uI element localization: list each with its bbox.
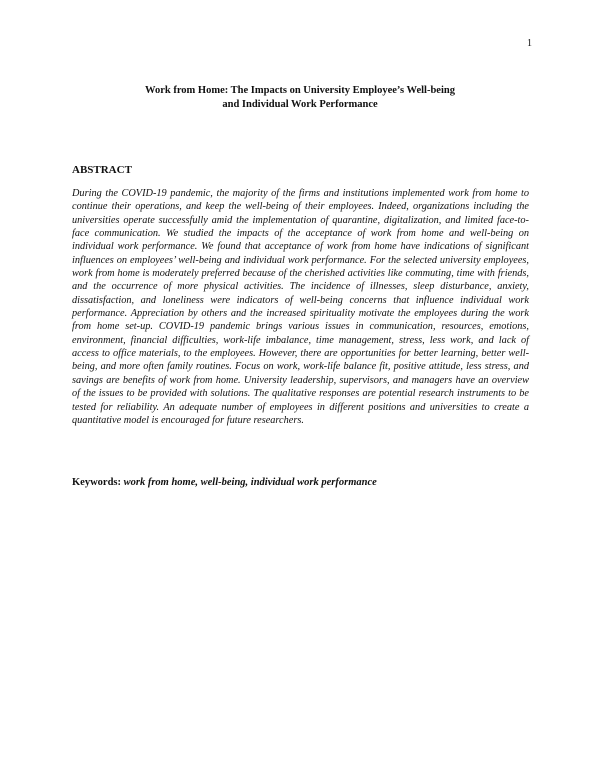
abstract-body: During the COVID-19 pandemic, the majority of the firms and institutions implemented work from home to continue their operations, and keep the well-being of their employees. Indeed, organizations including the universities operate successfully amid the implementation of quarantine, digitalization, and limited face-to-face communication. We studied the impacts of the acceptance of work from home and well-being on individual work performance. We found that acceptance of work from home have indications of significant influences on employees’ well-being and individual work performance. For the selected university employees, work from home is moderately preferred because of the cherished activities like commuting, time with friends, and the occurrence of more physical activities. The incidence of illnesses, sleep disturbance, anxiety, dissatisfaction, and loneliness were indicators of well-being concerns that influence individual work performance. Appreciation by others and the increased spirituality motivate the employees during the work from home set-up. COVID-19 pandemic brings various issues in communication, resources, emotions, environment, financial difficulties, work-life imbalance, time management, stress, less work, and lack of access to office materials, to the employees. However, there are opportunities for better learning, better well-being, and more often family routines. Focus on work, work-life balance fit, positive attitude, less stress, and savings are benefits of work from home. University leadership, supervisors, and managers have an overview of the issues to be provided with solutions. The qualitative responses are potential research instruments to be tested for reliability. An adequate number of employees in different positions and universities to create a quantitative model is encouraged for future researchers. [72,188,529,426]
page-number: 1 [527,38,532,49]
paper-title-line-2: and Individual Work Performance [222,99,378,110]
keywords [72,477,377,488]
keywords-text: work from home, well-being, individual work performance [123,477,377,488]
abstract-heading: ABSTRACT [72,164,132,176]
paper-title [0,84,600,112]
keywords-label: Keywords: [72,477,121,488]
paper-title-line-1: Work from Home: The Impacts on University Employee’s Well-being [145,85,455,96]
